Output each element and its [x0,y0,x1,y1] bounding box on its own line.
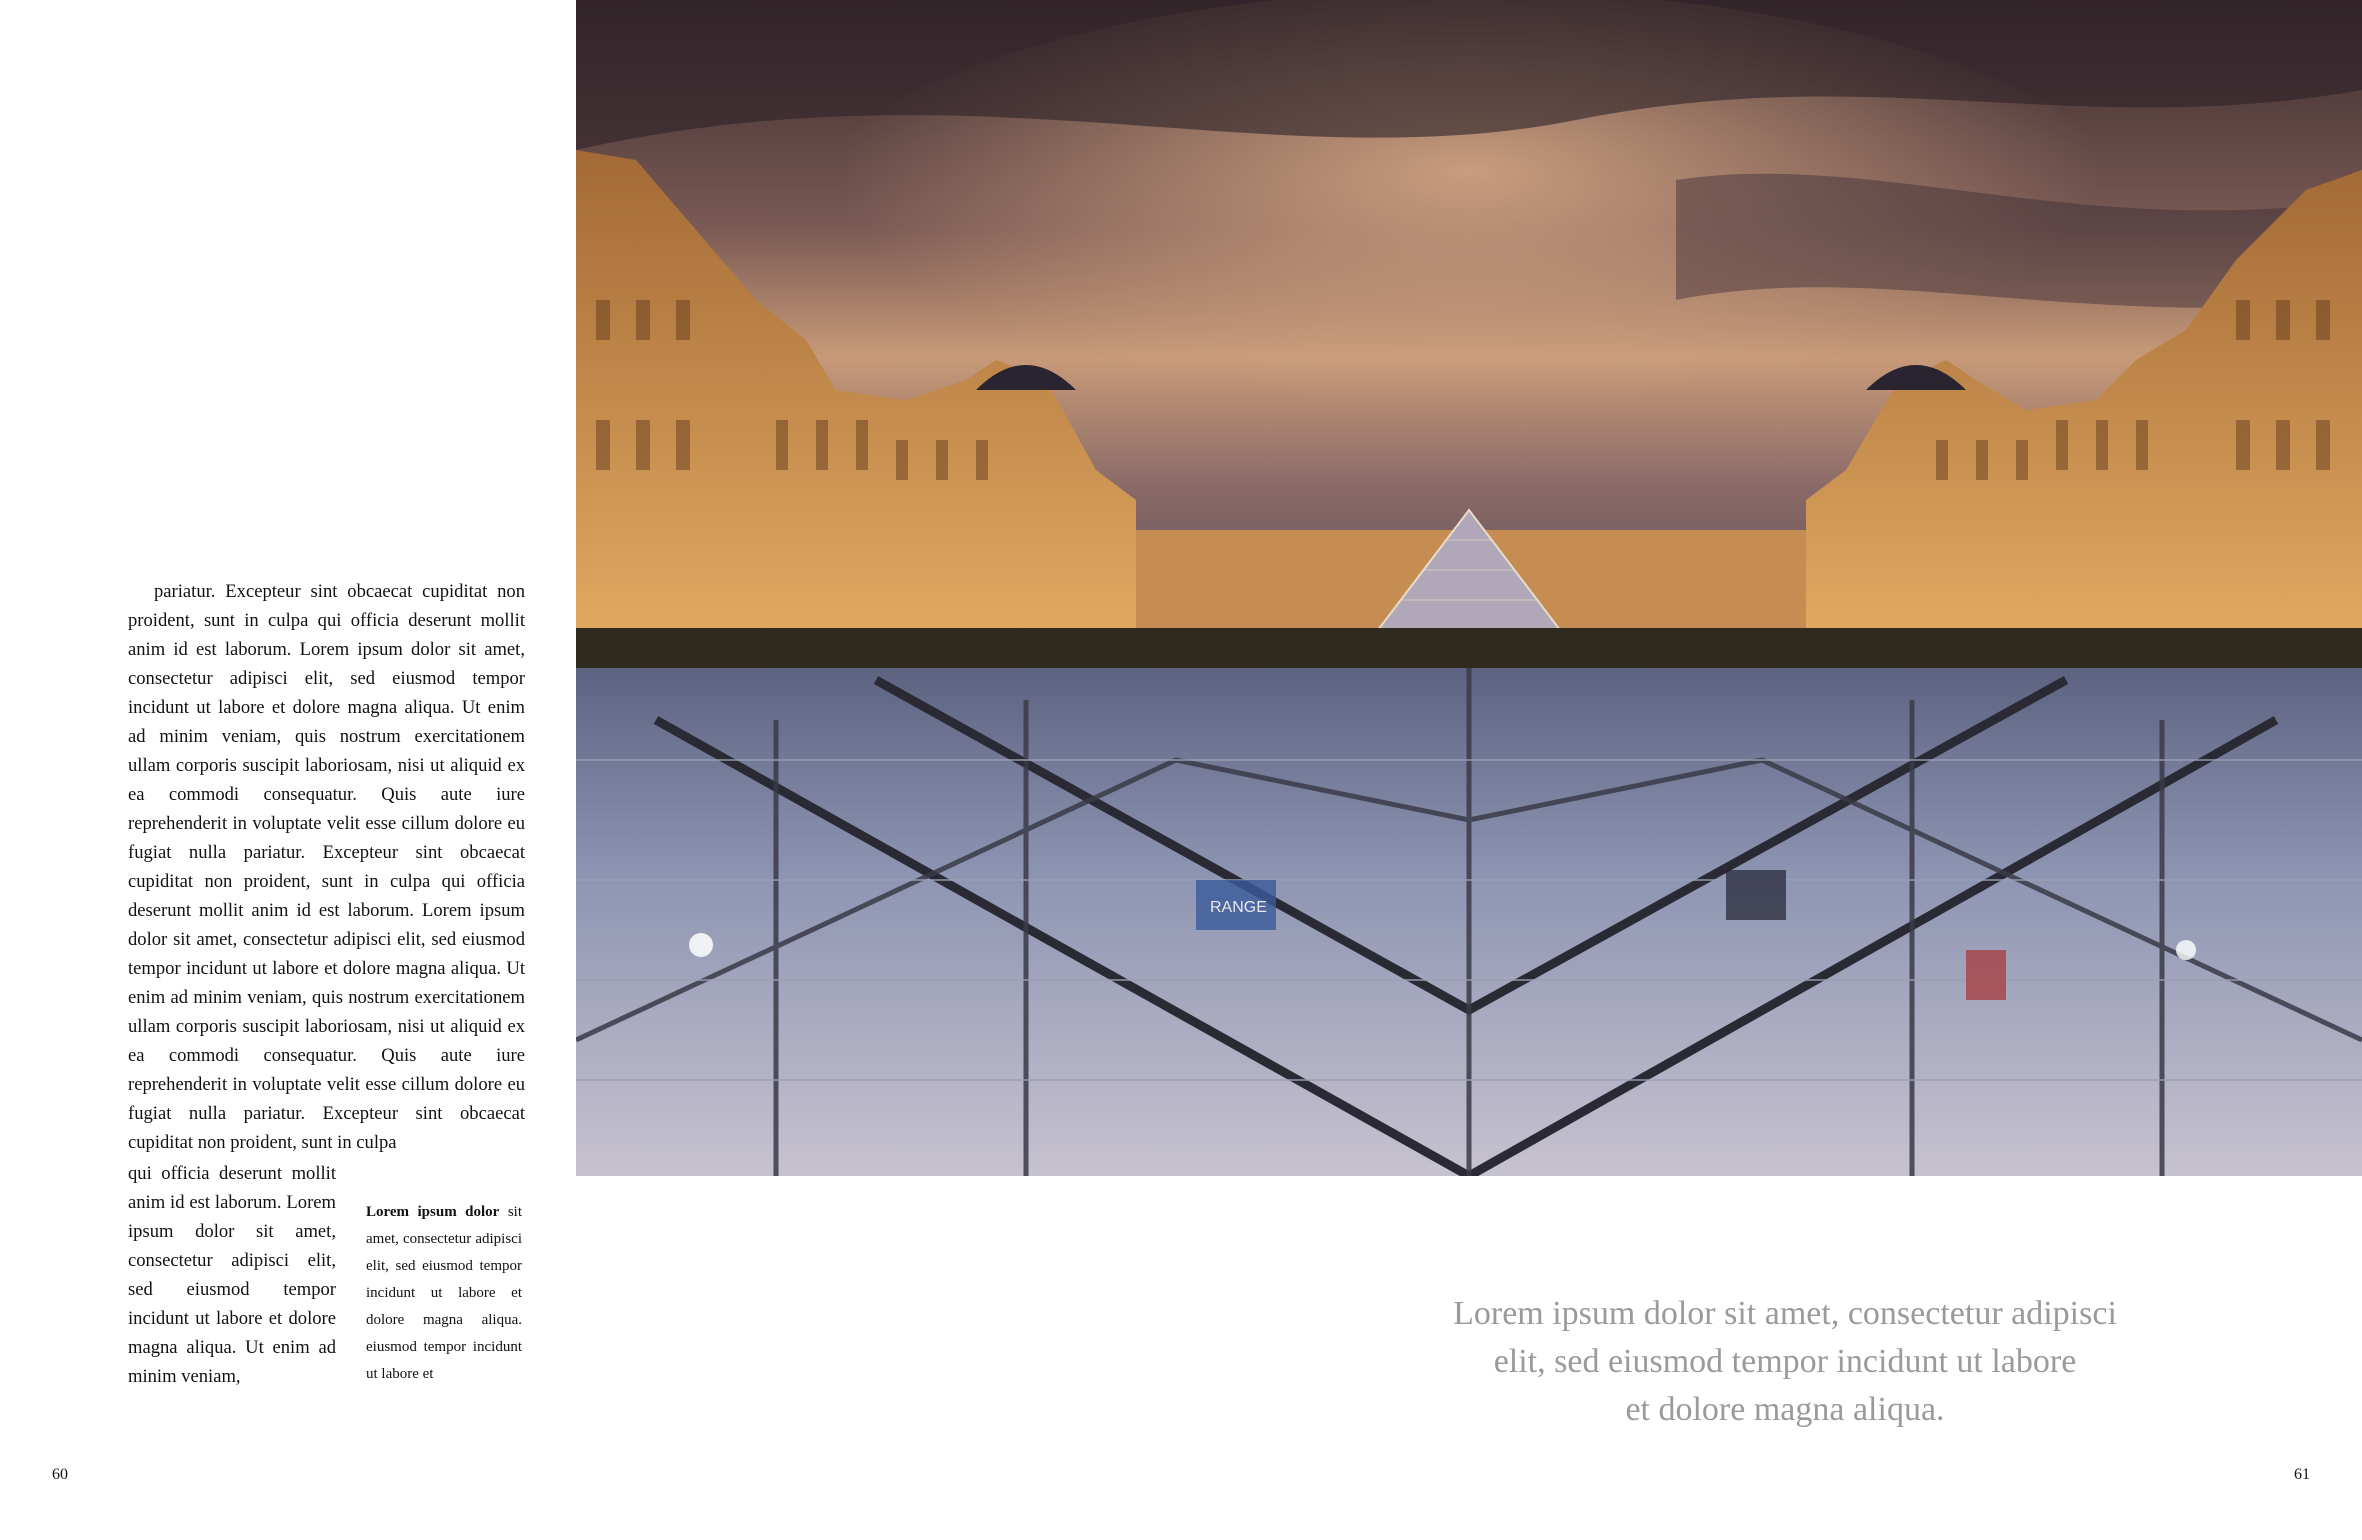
page-number-left: 60 [52,1466,68,1483]
body-paragraph: pariatur. Excepteur sint obcaecat cupiditat non proident, sunt in culpa qui officia deserunt mollit anim id est laborum. Lorem ipsum dolor sit amet, consectetur adipisci elit, sed eiusmod tempor incidunt ut labore et dolore magna aliqua. Ut enim ad minim veniam, quis nostrum exercitationem ullam corporis suscipit laboriosam, nisi ut aliquid ex ea commodi consequatur. Quis aute iure reprehenderit in voluptate velit esse cillum dolore eu fugiat nulla pariatur. Excepteur sint obcaecat cupiditat non proident, sunt in culpa qui officia deserunt mollit anim id est laborum. Lorem ipsum dolor sit amet, consectetur adipisci elit, sed eiusmod tempor incidunt ut labore et dolore magna aliqua. Ut enim ad minim veniam, quis nostrum exercitationem ullam corporis suscipit laboriosam, nisi ut aliquid ex ea commodi consequatur. Quis aute iure reprehenderit in voluptate velit esse cillum dolore eu fugiat nulla pariatur. Excepteur sint obcaecat cupiditat non proident, sunt in culpa [128,581,525,1153]
louvre-illustration [576,0,2362,1176]
pull-quote [1330,1290,2240,1434]
column-b-text: sit amet, consectetur adipisci elit, sed eiusmod tempor incidunt ut labore et dolore magna aliqua. eiusmod tempor incidunt ut labore et [366,1204,522,1382]
page-number-right: 61 [2294,1466,2310,1483]
narrow-column-b [366,1199,522,1388]
louvre-photo [576,0,2362,1176]
left-page [0,0,576,1540]
pull-quote-line-3: et dolore magna aliqua. [1625,1391,1945,1428]
column-b-lead: Lorem ipsum dolor [366,1204,500,1220]
photo-sign-text: RANGE [1210,899,1267,916]
narrow-column-a: qui officia deserunt mollit anim id est laborum. Lorem ipsum dolor sit amet, consectetur adipisci elit, sed eiusmod tempor incidunt ut labore et dolore magna aliqua. Ut enim ad minim veniam, [128,1163,336,1387]
pull-quote-line-2: elit, sed eiusmod tempor incidunt ut labore [1493,1343,2077,1380]
pull-quote-line-1: Lorem ipsum dolor sit amet, consectetur adipisci [1453,1295,2117,1332]
body-text [128,577,525,1157]
